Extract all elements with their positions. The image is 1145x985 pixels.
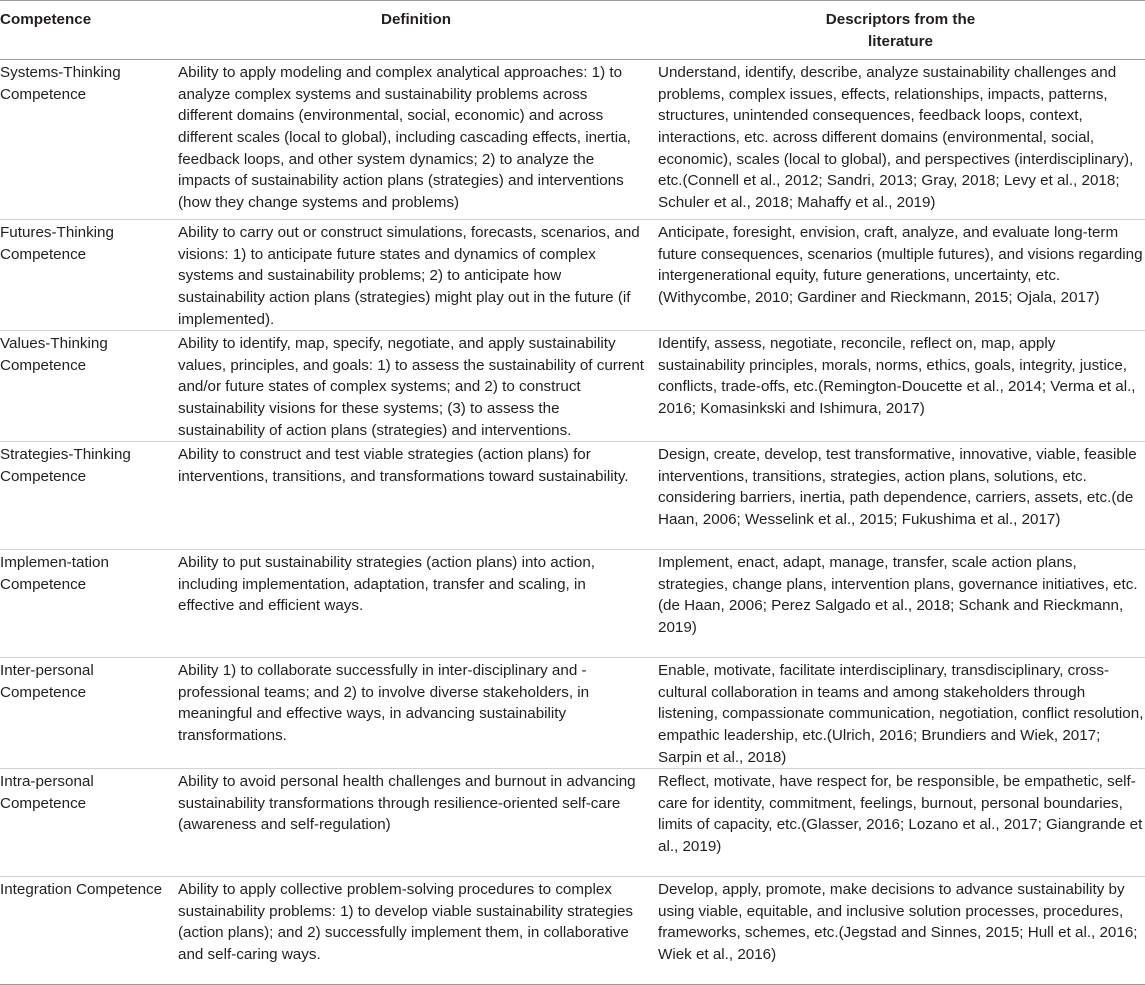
cell-definition: Ability to identify, map, specify, negotiate, and apply sustainability values, principles, and goals: 1) to assess the sustainability of current and/or future states of complex systems; and 2) to construct sustainability visions for these systems; (3) to assess the sustainability of action plans (strategies) and interventions. <box>176 331 656 442</box>
cell-definition: Ability to apply collective problem-solving procedures to complex sustainability problems: 1) to develop viable sustainability strategies (action plans); and 2) successfully implement them, in collaborative and self-caring ways. <box>176 877 656 985</box>
cell-definition: Ability to apply modeling and complex analytical approaches: 1) to analyze complex systems and sustainability problems across different domains (environmental, social, economic) and across different scales (local to global), including cascading effects, inertia, feedback loops, and other system dynamics; 2) to analyze the impacts of sustainability action plans (strategies) and interventions (how they change systems and problems) <box>176 60 656 220</box>
cell-descriptors: Anticipate, foresight, envision, craft, analyze, and evaluate long-term future consequences, scenarios (multiple futures), and visions regarding intergenerational equity, future generations, uncertainty, etc.(Withycombe, 2010; Gardiner and Rieckmann, 2015; Ojala, 2017) <box>656 220 1145 331</box>
header-descriptors-text: Descriptors from the literature <box>825 11 976 50</box>
table-row <box>0 877 1145 985</box>
cell-descriptors: Develop, apply, promote, make decisions to advance sustainability by using viable, equitable, and inclusive solution processes, procedures, frameworks, schemes, etc.(Jegstad and Sinnes, 2015; Hull et al., 2016; Wiek et al., 2016) <box>656 877 1145 985</box>
table-row <box>0 331 1145 442</box>
table-row <box>0 658 1145 769</box>
cell-descriptors: Enable, motivate, facilitate interdisciplinary, transdisciplinary, cross-cultural collaboration in teams and among stakeholders through listening, compassionate communication, negotiation, conflict resolution, empathic leadership, etc.(Ulrich, 2016; Brundiers and Wiek, 2017; Sarpin et al., 2018) <box>656 658 1145 769</box>
cell-competence: Inter-personal Competence <box>0 658 176 769</box>
cell-definition: Ability to put sustainability strategies (action plans) into action, including implementation, adaptation, transfer and scaling, in effective and efficient ways. <box>176 550 656 658</box>
cell-descriptors: Design, create, develop, test transformative, innovative, viable, feasible interventions, transitions, strategies, action plans, solutions, etc. considering barriers, inertia, path dependence, carriers, assets, etc.(de Haan, 2006; Wesselink et al., 2015; Fukushima et al., 2017) <box>656 442 1145 550</box>
cell-competence: Futures-Thinking Competence <box>0 220 176 331</box>
header-competence: Competence <box>0 1 176 60</box>
table-row <box>0 550 1145 658</box>
table-row <box>0 442 1145 550</box>
table-row <box>0 220 1145 331</box>
cell-definition: Ability to carry out or construct simulations, forecasts, scenarios, and visions: 1) to anticipate future states and dynamics of complex systems and sustainability problems; 2) to anticipate how sustainability action plans (strategies) might play out in the future (if implemented). <box>176 220 656 331</box>
cell-definition: Ability to avoid personal health challenges and burnout in advancing sustainability transformations through resilience-oriented self-care (awareness and self-regulation) <box>176 769 656 877</box>
header-descriptors <box>656 1 1145 60</box>
cell-competence: Systems-Thinking Competence <box>0 60 176 220</box>
cell-competence: Implemen-tation Competence <box>0 550 176 658</box>
cell-definition: Ability 1) to collaborate successfully in inter-disciplinary and -professional teams; and 2) to involve diverse stakeholders, in meaningful and effective ways, in advancing sustainability transformations. <box>176 658 656 769</box>
cell-competence: Values-Thinking Competence <box>0 331 176 442</box>
cell-descriptors: Reflect, motivate, have respect for, be responsible, be empathetic, self-care for identity, commitment, feelings, burnout, personal boundaries, limits of capacity, etc.(Glasser, 2016; Lozano et al., 2017; Giangrande et al., 2019) <box>656 769 1145 877</box>
cell-descriptors: Identify, assess, negotiate, reconcile, reflect on, map, apply sustainability principles, morals, norms, ethics, goals, integrity, justice, conflicts, trade-offs, etc.(Remington-Doucette et al., 2014; Verma et al., 2016; Komasinkski and Ishimura, 2017) <box>656 331 1145 442</box>
cell-descriptors: Implement, enact, adapt, manage, transfer, scale action plans, strategies, change plans, intervention plans, governance initiatives, etc.(de Haan, 2006; Perez Salgado et al., 2018; Schank and Rieckmann, 2019) <box>656 550 1145 658</box>
header-row <box>0 1 1145 60</box>
cell-definition: Ability to construct and test viable strategies (action plans) for interventions, transitions, and transformations toward sustainability. <box>176 442 656 550</box>
cell-competence: Intra-personal Competence <box>0 769 176 877</box>
cell-competence: Integration Competence <box>0 877 176 985</box>
header-definition: Definition <box>176 1 656 60</box>
cell-competence: Strategies-Thinking Competence <box>0 442 176 550</box>
table-row <box>0 769 1145 877</box>
cell-descriptors: Understand, identify, describe, analyze sustainability challenges and problems, complex issues, effects, relationships, impacts, patterns, structures, unintended consequences, feedback loops, context, interactions, etc. across different domains (environmental, social, economic), scales (local to global), and perspectives (interdisciplinary), etc.(Connell et al., 2012; Sandri, 2013; Gray, 2018; Levy et al., 2018; Schuler et al., 2018; Mahaffy et al., 2019) <box>656 60 1145 220</box>
table-row <box>0 60 1145 220</box>
